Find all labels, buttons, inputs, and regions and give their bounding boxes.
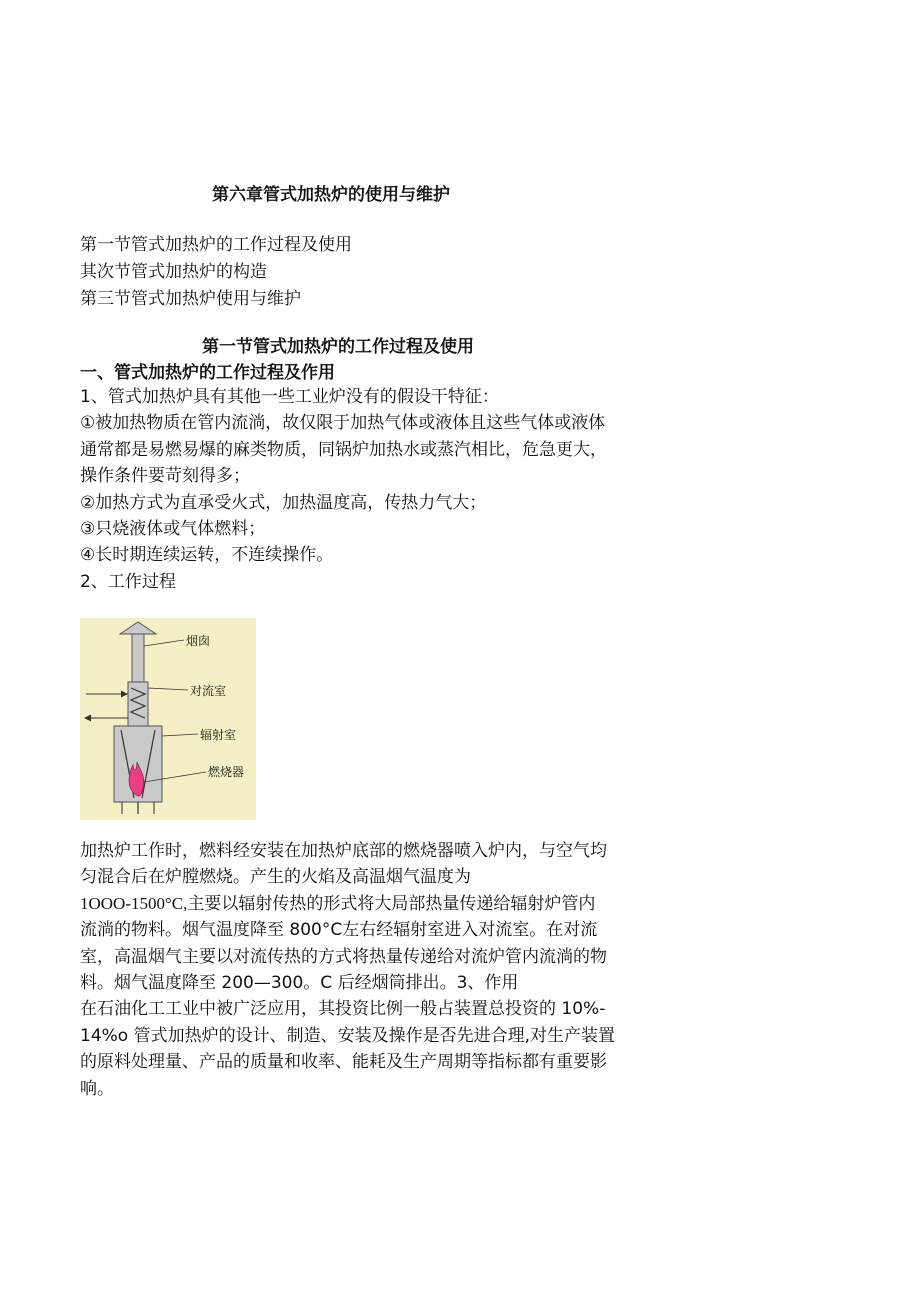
features-list [80,384,660,595]
chapter-title: 第六章管式加热炉的使用与维护 [212,185,450,205]
label-convection: 对流室 [190,684,227,698]
toc-item: 第一节管式加热炉的工作过程及使用 [80,235,352,255]
process-description [80,838,660,1102]
process-heading: 2、工作过程 [80,571,176,592]
toc-item: 其次节管式加热炉的构造 [80,262,267,282]
process-line: 14%o 管式加热炉的设计、制造、安装及操作是否先进合理,对生产装置 [80,1025,615,1046]
process-line: 加热炉工作时，燃料经安装在加热炉底部的燃烧器喷入炉内，与空气均 [80,841,607,861]
label-chimney: 烟囱 [186,634,211,648]
subsection-title: 一、管式加热炉的工作过程及作用 [80,363,335,383]
process-line: 在石油化工工业中被广泛应用，其投资比例一般占装置总投资的 10%- [80,999,606,1020]
process-line: 流淌的物料。烟气温度降至 800°C左右经辐射室进入对流室。在对流 [80,920,598,941]
diagram-background [80,618,256,820]
toc-item: 第三节管式加热炉使用与维护 [80,289,301,309]
process-line: 室，高温烟气主要以对流传热的方式将热量传递给对流炉管内流淌的物 [80,946,607,967]
process-line: 的原料处理量、产品的质量和收率、能耗及生产周期等指标都有重要影 [80,1052,607,1073]
chimney [132,634,144,682]
feature-line: 操作条件要苛刻得多； [80,466,250,487]
section-title: 第一节管式加热炉的工作过程及使用 [202,337,474,357]
furnace-diagram [80,618,256,820]
features-intro: 1、管式加热炉具有其他一些工业炉没有的假设干特征： [80,387,499,407]
process-line: 1OOO-1500°C,主要以辐射传热的形式将大局部热量传递给辐射炉管内 [80,893,596,913]
feature-line: 通常都是易燃易爆的麻类物质，同锅炉加热水或蒸汽相比，危急更大， [80,439,607,460]
process-line: 料。烟气温度降至 200—300。C 后经烟筒排出。3、作用 [80,973,519,994]
feature-line: ①被加热物质在管内流淌，故仅限于加热气体或液体且这些气体或液体 [80,413,606,434]
feature-line: ②加热方式为直承受火式，加热温度高，传热力气大； [80,492,487,513]
process-line: 匀混合后在炉膛燃烧。产生的火焰及高温烟气温度为 [80,867,471,888]
process-line: 响。 [80,1078,114,1099]
label-burner: 燃烧器 [208,765,245,779]
label-radiation: 辐射室 [200,728,237,742]
feature-line: ④长时期连续运转，不连续操作。 [80,545,334,566]
furnace-diagram-svg [80,618,256,820]
feature-line: ③只烧液体或气体燃料； [80,519,266,540]
